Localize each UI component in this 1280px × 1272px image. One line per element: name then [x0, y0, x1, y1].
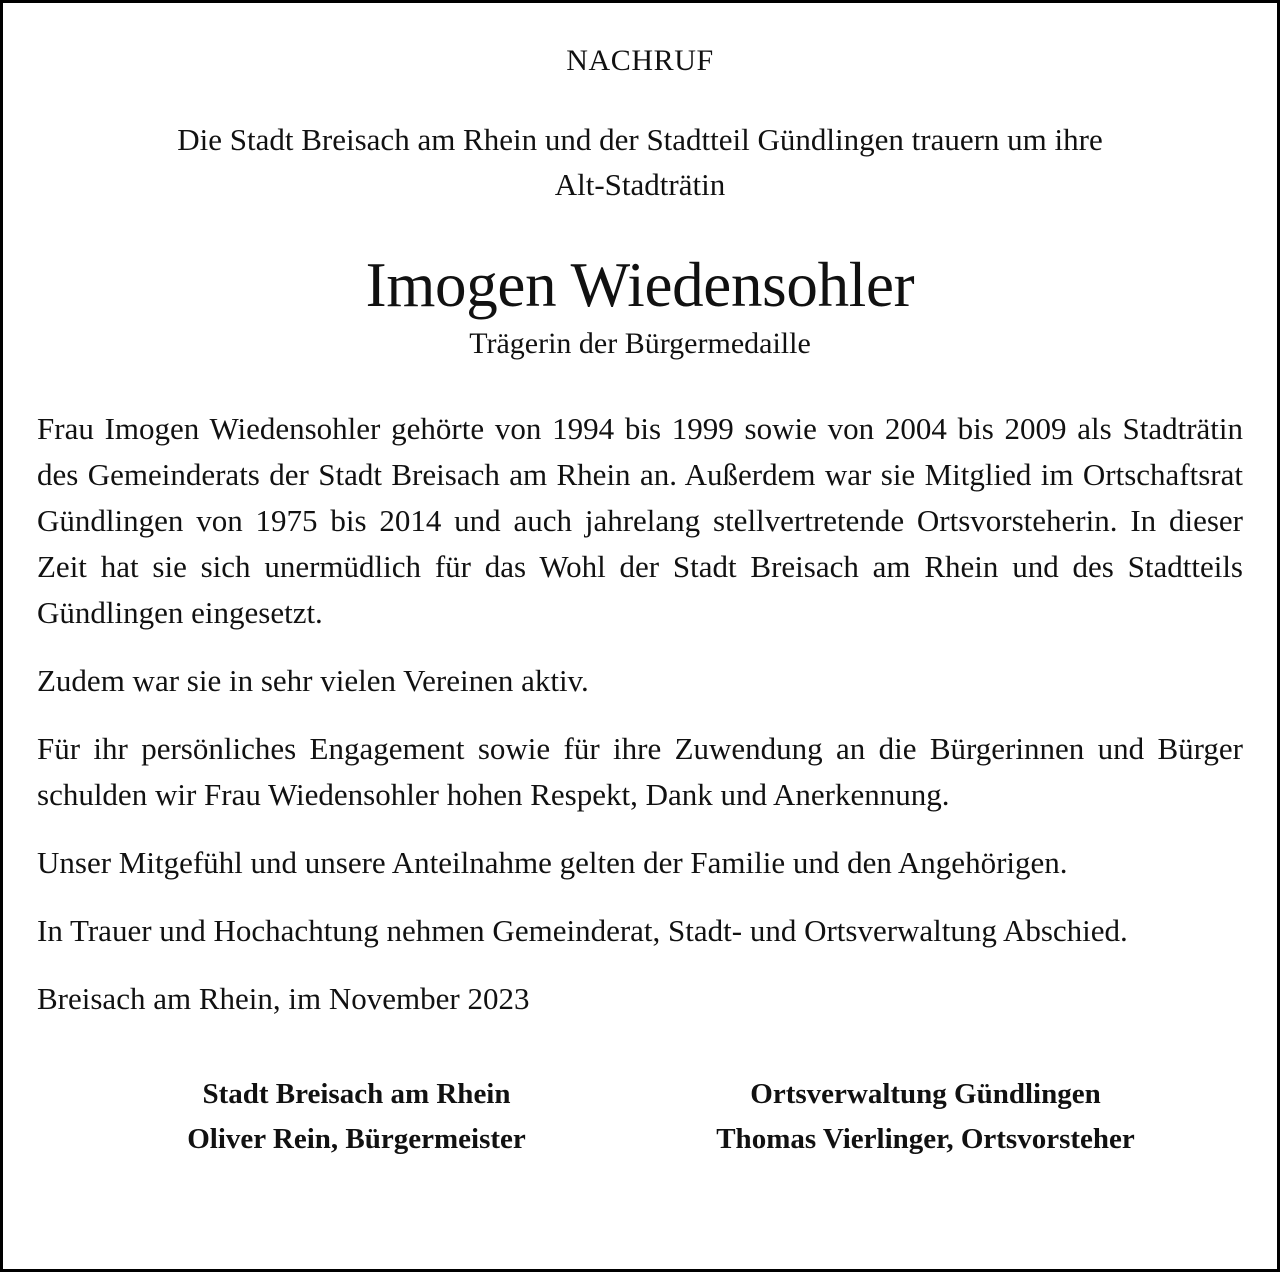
page-content: [34, 3, 1246, 1269]
intro-line-1: Die Stadt Breisach am Rhein und der Stadtteil Gündlingen trauern um ihre: [177, 122, 1103, 157]
signature-organisation: Ortsverwaltung Gündlingen: [750, 1078, 1101, 1111]
place-and-date: Breisach am Rhein, im November 2023: [37, 981, 530, 1017]
signature-block: [34, 1072, 1246, 1162]
paragraph: Zudem war sie in sehr vielen Vereinen aktiv.: [37, 663, 589, 699]
signature-organisation: Stadt Breisach am Rhein: [202, 1078, 511, 1111]
signature-person: Thomas Vierlinger, Ortsvorsteher: [716, 1123, 1135, 1156]
intro-line-2: Alt-Stadträtin: [554, 167, 726, 202]
body-text: [34, 406, 1246, 1022]
page-title: NACHRUF: [566, 44, 714, 77]
signature-city: [72, 1072, 641, 1162]
paragraph: Unser Mitgefühl und unsere Anteilnahme gelten der Familie und den Angehörigen.: [37, 845, 1068, 881]
intro-text: [34, 117, 1246, 207]
paragraph: In Trauer und Hochachtung nehmen Gemeinderat, Stadt- und Ortsverwaltung Abschied.: [37, 913, 1128, 949]
paragraph: Für ihr persönliches Engagement sowie für ihre Zuwendung an die Bürgerinnen und Bürger schulden wir Frau Wiedensohler hohen Respekt, Dank und Anerkennung.: [37, 731, 1243, 813]
signature-district: [641, 1072, 1210, 1162]
deceased-name: Imogen Wiedensohler: [365, 250, 915, 320]
signature-person: Oliver Rein, Bürgermeister: [187, 1123, 526, 1156]
paragraph: Frau Imogen Wiedensohler gehörte von 1994 bis 1999 sowie von 2004 bis 2009 als Stadträtin des Gemeinderats der Stadt Breisach am Rhein an. Außerdem war sie Mitglied im Ortschaftsrat Gündlingen von 1975 bis 2014 und auch jahrelang stellvertretende Ortsvorsteherin. In dieser Zeit hat sie sich unermüdlich für das Wohl der Stadt Breisach am Rhein und des Stadtteils Gündlingen eingesetzt.: [37, 411, 1243, 631]
honour-title: Trägerin der Bürgermedaille: [469, 327, 811, 361]
